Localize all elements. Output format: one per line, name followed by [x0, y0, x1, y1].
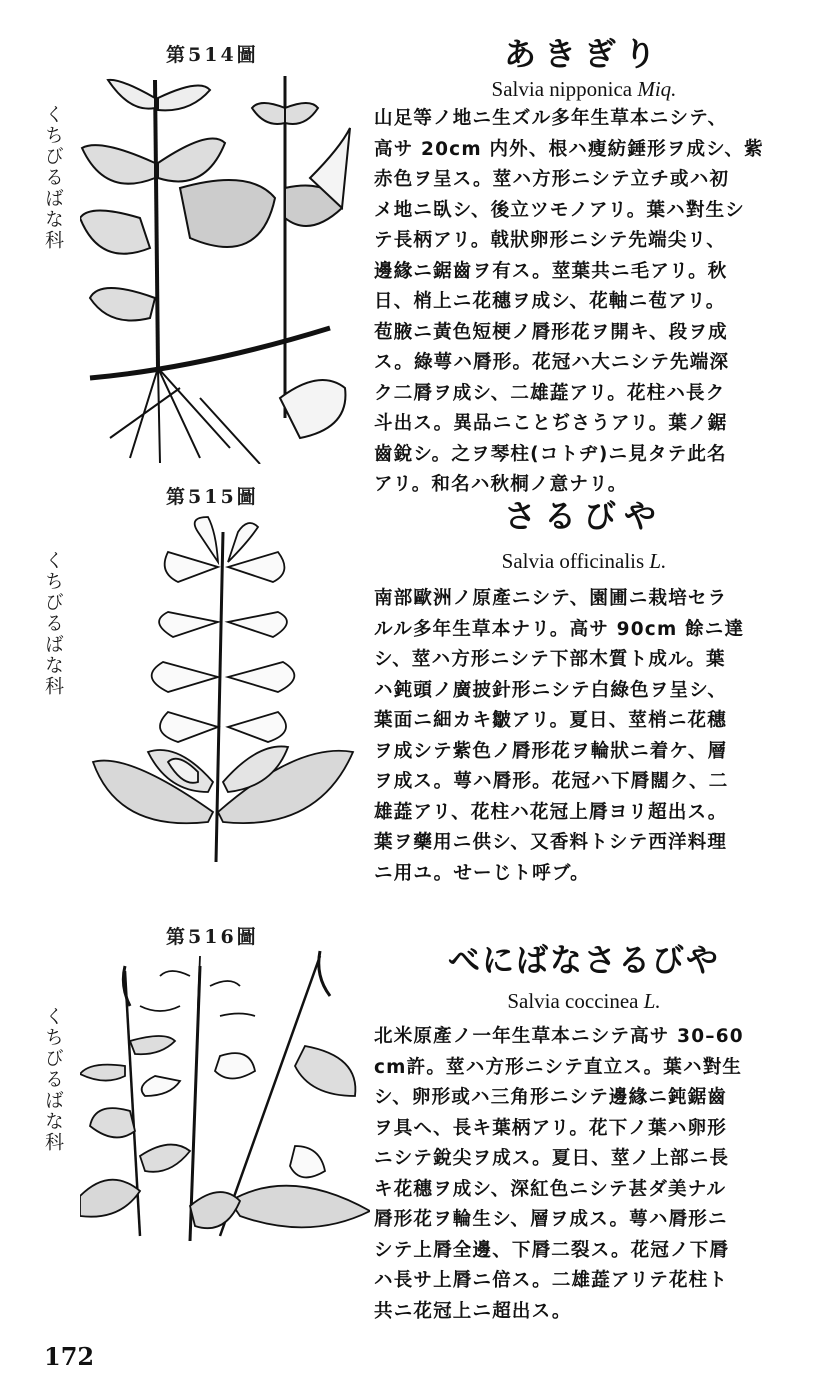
- entry-text: [374, 34, 794, 501]
- author-abbrev: L.: [649, 549, 667, 573]
- description-line: 葉面ニ細カキ皺アリ。夏日、莖梢ニ花穗: [374, 710, 727, 731]
- description-line: 苞腋ニ黃色短梗ノ脣形花ヲ開キ、段ヲ成: [374, 321, 728, 343]
- description-line: 北米原產ノ一年生草本ニシテ高サ 30–60: [374, 1026, 744, 1047]
- description-line: ニ用ユ。せーじト呼ブ。: [374, 862, 590, 884]
- description-line: シテ上脣全邊、下脣二裂ス。花冠ノ下脣: [374, 1239, 730, 1261]
- description-line: シ、莖ハ方形ニシテ下部木質ト成ル。葉: [374, 649, 726, 670]
- scientific-name: [374, 546, 794, 576]
- description-line: 南部歐洲ノ原產ニシテ、園圃ニ栽培セラ: [374, 588, 728, 609]
- family-label: くちびるばな科: [42, 1006, 64, 1153]
- figure-number: 第515圖: [166, 486, 259, 508]
- description-line: 雄蕋アリ、花柱ハ花冠上脣ヨリ超出ス。: [374, 801, 728, 823]
- description-line: 斗出ス。異品ニことぢさうアリ。葉ノ鋸: [374, 413, 728, 434]
- japanese-name: さるびや: [503, 497, 664, 535]
- author-abbrev: Miq.: [637, 77, 677, 101]
- figure-number: 第514圖: [166, 44, 259, 66]
- page-number: 172: [44, 1342, 95, 1371]
- description-line: 赤色ヲ呈ス。莖ハ方形ニシテ立チ或ハ初: [374, 169, 730, 190]
- description-line: ルル多年生草本ナリ。高サ 90cm 餘ニ達: [374, 618, 745, 640]
- description: [374, 104, 794, 501]
- description-line: 日、梢上ニ花穗ヲ成シ、花軸ニ苞アリ。: [374, 291, 726, 312]
- binomial: Salvia officinalis: [501, 549, 645, 573]
- description-line: ハ鈍頭ノ廣披針形ニシテ白綠色ヲ呈シ、: [374, 679, 728, 701]
- entry-514: [0, 0, 840, 495]
- entry-text: [374, 496, 794, 889]
- figure-number: 第516圖: [166, 926, 259, 948]
- family-label: くちびるばな科: [42, 550, 64, 697]
- description-line: シ、卵形或ハ三角形ニシテ邊緣ニ鈍鋸齒: [374, 1087, 728, 1108]
- description-line: 邊緣ニ鋸齒ヲ有ス。莖葉共ニ毛アリ。秋: [374, 260, 728, 282]
- description: [374, 584, 794, 889]
- description-line: ハ長サ上脣ニ倍ス。二雄蕋アリテ花柱ト: [374, 1270, 729, 1291]
- description-line: キ花穗ヲ成シ、深紅色ニシテ甚ダ美ナル: [374, 1178, 727, 1200]
- description-line: テ長柄アリ。戟狀卵形ニシテ先端尖リ、: [374, 230, 727, 251]
- family-label: くちびるばな科: [42, 104, 64, 251]
- description-line: アリ。和名ハ秋桐ノ意ナリ。: [374, 474, 628, 495]
- entry-516: [0, 910, 840, 1350]
- japanese-name: あきぎり: [503, 35, 664, 73]
- description-line: 齒銳シ。之ヲ琴柱(コトヂ)ニ見タテ此名: [374, 443, 727, 465]
- description-line: 脣形花ヲ輪生シ、層ヲ成ス。萼ハ脣形ニ: [374, 1209, 728, 1230]
- description-line: ス。綠萼ハ脣形。花冠ハ大ニシテ先端深: [374, 352, 730, 373]
- scientific-name: [374, 986, 794, 1016]
- description-line: ク二脣ヲ成シ、二雄蕋アリ。花柱ハ長ク: [374, 382, 726, 404]
- description-line: メ地ニ臥シ、後立ツモノアリ。葉ハ對生シ: [374, 199, 745, 221]
- description-line: ヲ成ス。萼ハ脣形。花冠ハ下脣闊ク、二: [374, 771, 729, 792]
- description-line: ヲ成シテ紫色ノ脣形花ヲ輪狀ニ着ケ、層: [374, 740, 728, 762]
- description-line: ヲ具ヘ、長キ葉柄アリ。花下ノ葉ハ卵形: [374, 1117, 727, 1139]
- plant-illustration-benibanasarubiya: [80, 946, 370, 1246]
- japanese-name: べにばなさるびや: [447, 941, 720, 979]
- plant-illustration-sarubiya: [88, 512, 358, 870]
- plant-illustration-akigiri: [80, 68, 360, 464]
- description-line: 共ニ花冠上ニ超出ス。: [374, 1300, 572, 1322]
- scientific-name: [374, 74, 794, 104]
- author-abbrev: L.: [643, 989, 661, 1013]
- description-line: ニシテ銳尖ヲ成ス。夏日、莖ノ上部ニ長: [374, 1148, 730, 1169]
- description-line: cm許。莖ハ方形ニシテ直立ス。葉ハ對生: [374, 1056, 743, 1078]
- description: [374, 1022, 794, 1327]
- description-line: 山足等ノ地ニ生ズル多年生草本ニシテ、: [374, 108, 728, 129]
- binomial: Salvia nipponica: [491, 77, 633, 101]
- binomial: Salvia coccinea: [507, 989, 639, 1013]
- description-line: 高サ 20cm 内外、根ハ瘦紡錘形ヲ成シ、紫: [374, 138, 764, 160]
- entry-text: [374, 940, 794, 1327]
- description-line: 葉ヲ藥用ニ供シ、又香料トシテ西洋料理: [374, 832, 728, 853]
- entry-515: [0, 470, 840, 910]
